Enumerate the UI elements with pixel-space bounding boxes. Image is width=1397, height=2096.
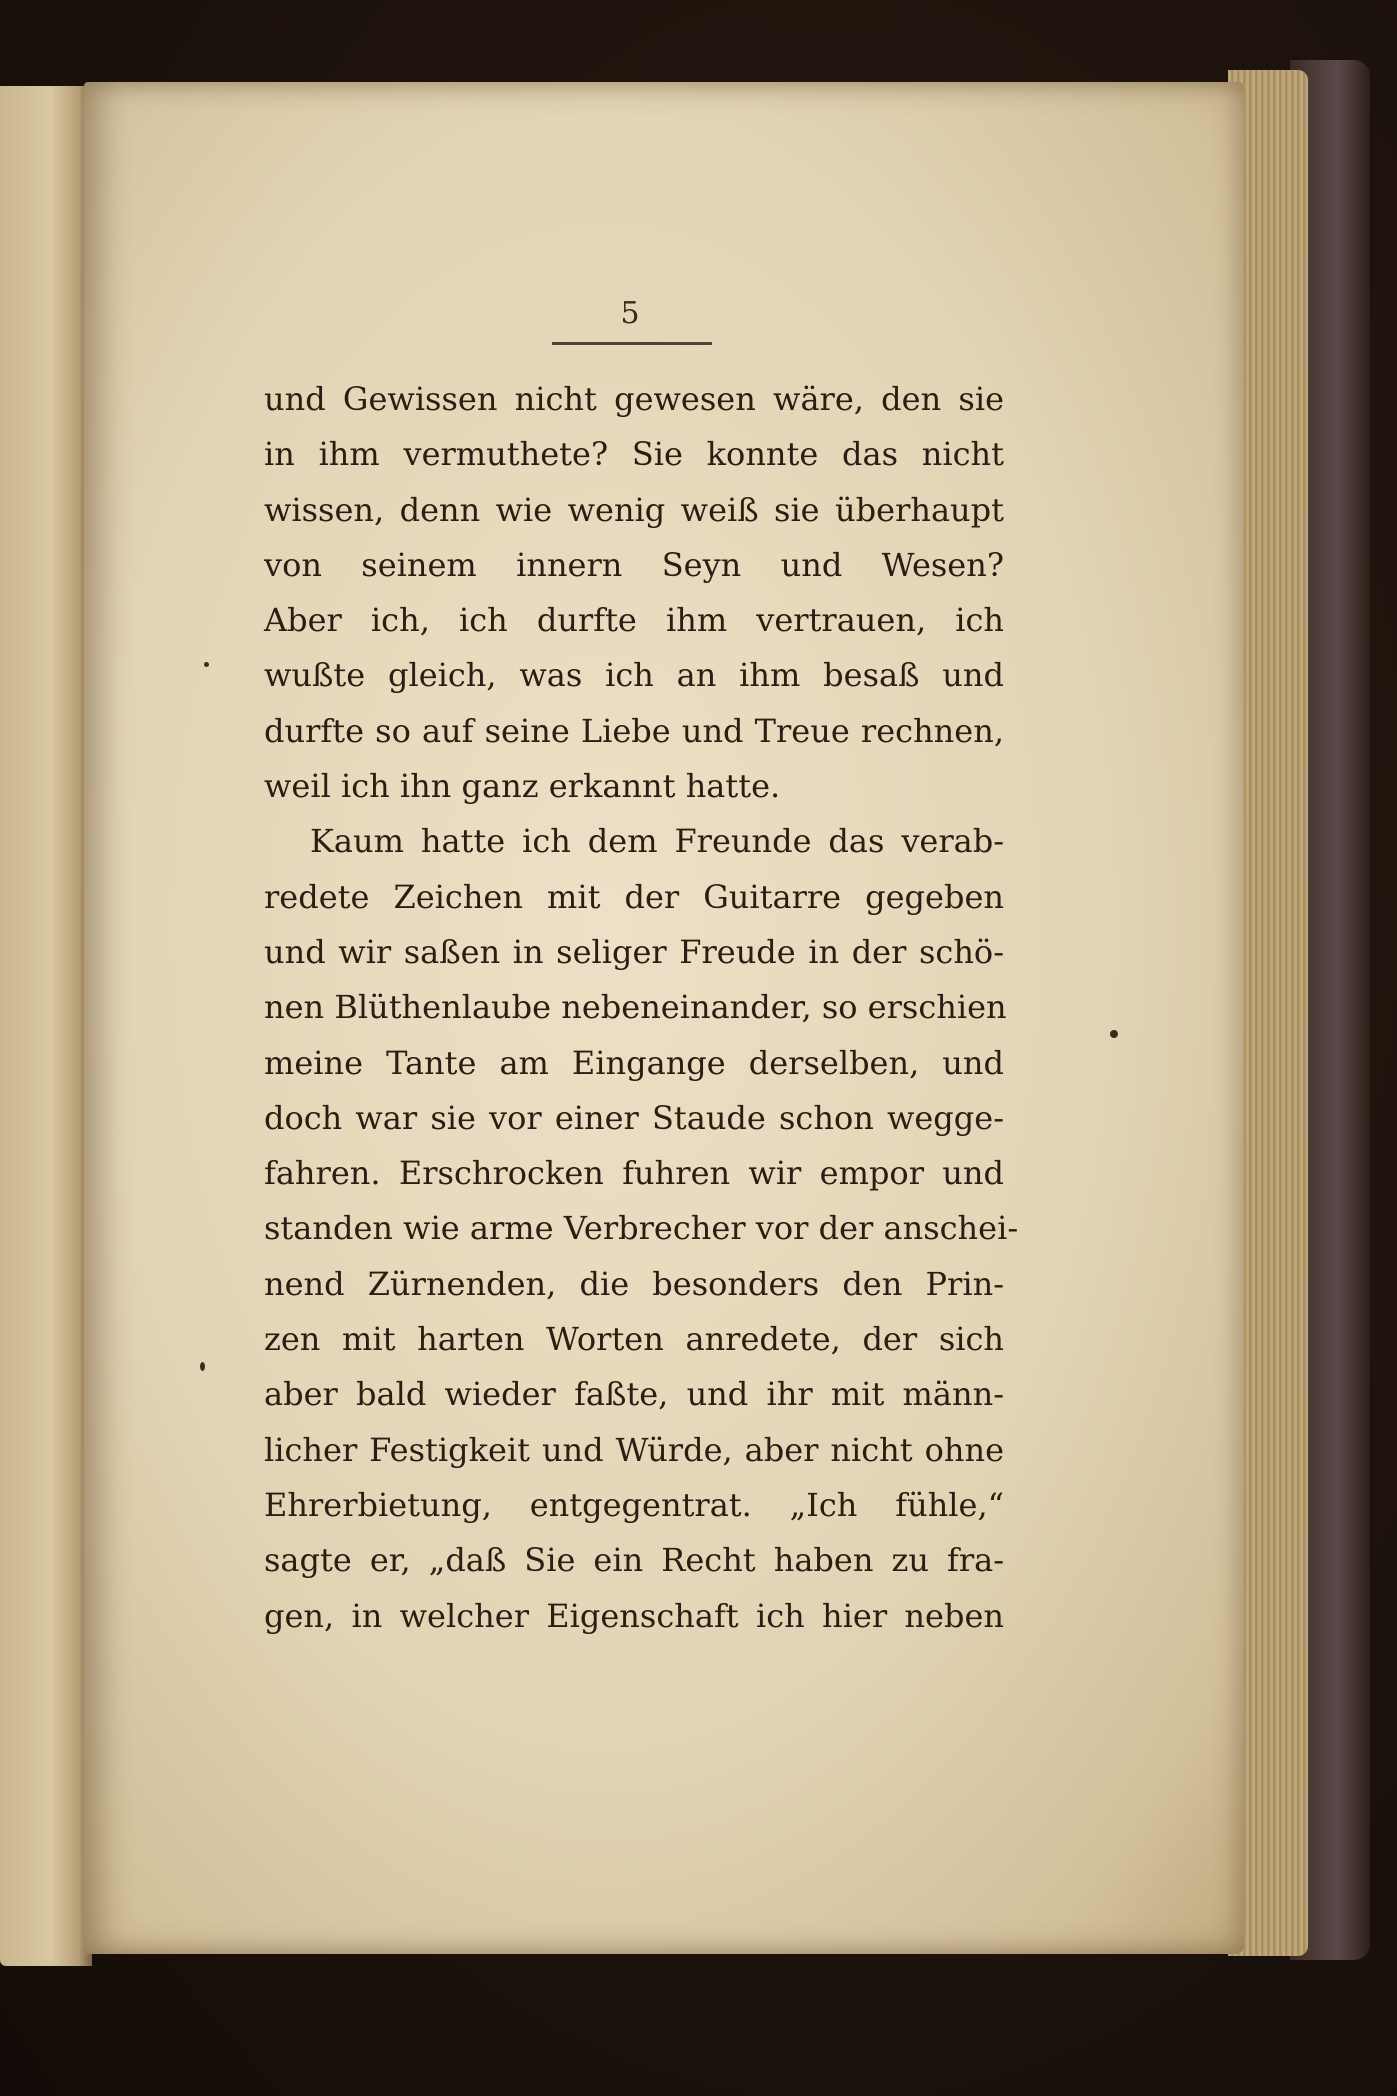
ink-spot: [200, 1362, 205, 1371]
text-line: von seinem innern Seyn und Wesen?: [264, 545, 1004, 584]
ink-spot: [1110, 1030, 1118, 1038]
text-line: wissen, denn wie wenig weiß sie überhaupt: [264, 490, 1004, 529]
previous-page-edge: [0, 86, 92, 1966]
text-line: sagte er, „daß Sie ein Recht haben zu fra-: [264, 1541, 1004, 1580]
text-line: in ihm vermuthete? Sie konnte das nicht: [264, 435, 1004, 474]
text-line: meine Tante am Eingange derselben, und: [264, 1043, 1004, 1082]
text-line: weil ich ihn ganz erkannt hatte.: [264, 767, 781, 806]
text-line: Ehrerbietung, entgegentrat. „Ich fühle,“: [264, 1485, 1004, 1524]
text-line: fahren. Erschrocken fuhren wir empor und: [264, 1154, 1004, 1193]
text-line: redete Zeichen mit der Guitarre gegeben: [264, 877, 1004, 916]
text-line: wußte gleich, was ich an ihm besaß und: [264, 656, 1004, 695]
header-rule: [552, 342, 712, 345]
text-line: und Gewissen nicht gewesen wäre, den sie: [264, 380, 1004, 418]
page-number: 5: [620, 296, 640, 331]
text-line: standen wie arme Verbrecher vor der anschei-: [264, 1209, 1019, 1248]
text-line: doch war sie vor einer Staude schon wegge-: [264, 1098, 1004, 1137]
text-line: aber bald wieder faßte, und ihr mit männ-: [264, 1375, 1004, 1414]
text-line: nend Zürnenden, die besonders den Prin-: [264, 1264, 1004, 1303]
text-line: nen Blüthenlaube nebeneinander, so erschien: [264, 988, 1007, 1027]
text-line: licher Festigkeit und Würde, aber nicht ohne: [264, 1430, 1004, 1469]
body-text: [264, 372, 1019, 1644]
text-line: durfte so auf seine Liebe und Treue rechnen,: [264, 711, 1004, 750]
text-line: Kaum hatte ich dem Freunde das verab-: [310, 822, 1004, 861]
text-line: und wir saßen in seliger Freude in der schö-: [264, 932, 1004, 971]
text-line: gen, in welcher Eigenschaft ich hier neben: [264, 1596, 1004, 1635]
text-line: zen mit harten Worten anredete, der sich: [264, 1320, 1004, 1359]
text-line: Aber ich, ich durfte ihm vertrauen, ich: [264, 601, 1004, 640]
ink-spot: [204, 662, 209, 667]
